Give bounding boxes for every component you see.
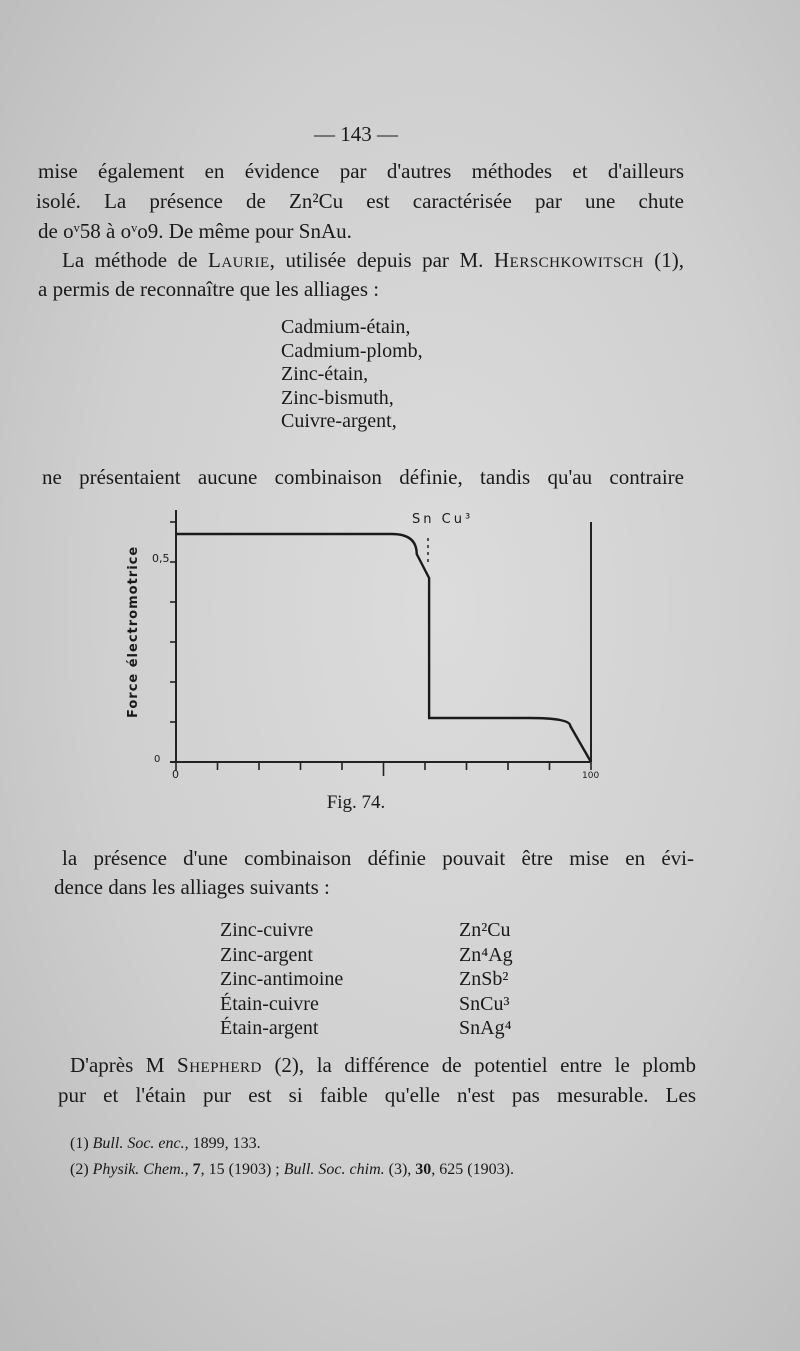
para1-line1: mise également en évidence par d'autres méthodes et d'ailleurs xyxy=(38,159,684,183)
para3: ne présentaient aucune combinaison définie, tandis qu'au contraire xyxy=(42,465,684,489)
para2-line2: a permis de reconnaître que les alliages : xyxy=(38,277,380,301)
formula: ZnSb² xyxy=(459,968,509,990)
alloy-name: Zinc-argent xyxy=(220,943,313,966)
para2-text-b: , utilisée depuis par M. xyxy=(269,248,494,272)
footnote-1-number: (1) xyxy=(70,1135,89,1152)
footnote-1 xyxy=(70,1134,261,1154)
formula: SnCu³ xyxy=(459,992,510,1015)
y-axis-label: Force électromotrice xyxy=(126,545,141,718)
alloy-names xyxy=(220,918,343,1041)
list-item: Cadmium-étain, xyxy=(281,316,411,338)
footnote-2-volume2: 30 xyxy=(415,1161,432,1178)
para2-text-c: (1), xyxy=(643,248,684,272)
x-end-label: 100 xyxy=(582,771,600,781)
alloy-name: Étain-cuivre xyxy=(220,992,319,1015)
footnote-2-journal2: Bull. Soc. chim. xyxy=(283,1161,385,1178)
para5-text-b: (2), la différence de potentiel entre le plomb xyxy=(261,1053,696,1077)
x-ticks xyxy=(176,762,591,776)
emf-chart xyxy=(110,500,630,800)
footnote-2 xyxy=(70,1160,514,1180)
list-item: Zinc-étain, xyxy=(281,363,369,385)
list-item: Cadmium-plomb, xyxy=(281,339,423,362)
figure-74 xyxy=(110,500,630,800)
footnote-1-journal: Bull. Soc. enc., xyxy=(92,1135,189,1152)
y-zero-label: 0 xyxy=(154,754,161,765)
page-number: — 143 — xyxy=(314,122,398,146)
label-sncu3: Sn Cu³ xyxy=(412,512,474,527)
footnote-1-ref: 1899, 133. xyxy=(188,1135,261,1152)
alloy-name: Étain-argent xyxy=(220,1017,319,1039)
para5-text-a: D'après M xyxy=(70,1053,178,1077)
footnote-2-journal: Physik. Chem., xyxy=(92,1161,189,1178)
author-shepherd: Shepherd xyxy=(177,1053,262,1077)
list-item: Zinc-bismuth, xyxy=(281,386,394,409)
list-item: Cuivre-argent, xyxy=(281,410,397,432)
footnote-2-number: (2) xyxy=(70,1161,89,1178)
para4-line2: dence dans les alliages suivants : xyxy=(54,875,330,899)
alloys-list xyxy=(281,316,423,434)
x-zero-label: 0 xyxy=(172,768,179,781)
y-tick-label-05: 0,5 xyxy=(152,552,170,565)
para5-line1 xyxy=(70,1052,696,1078)
emf-curve xyxy=(176,534,591,762)
para5-line2: pur et l'étain pur est si faible qu'elle n'est pas mesurable. Les xyxy=(58,1083,696,1107)
footnote-2-mid: , 15 (1903) ; xyxy=(200,1161,284,1178)
figure-caption: Fig. 74. xyxy=(326,792,386,813)
para1-line2: isolé. La présence de Zn²Cu est caractérisée par une chute xyxy=(36,189,684,213)
para2-line1 xyxy=(62,247,684,273)
formula: Zn²Cu xyxy=(459,919,511,941)
author-herschkowitsch: Herschkowitsch xyxy=(494,248,644,272)
para2-text-a: La méthode de xyxy=(62,248,208,272)
footnote-2-series: (3), xyxy=(384,1161,416,1178)
alloy-name: Zinc-cuivre xyxy=(220,919,314,941)
formula: Zn⁴Ag xyxy=(459,943,513,966)
compound-formulas xyxy=(459,918,513,1041)
footnote-2-end: , 625 (1903). xyxy=(431,1161,514,1178)
footnote-2-volume: 7 xyxy=(192,1161,201,1178)
para1-line3: de oᵛ58 à oᵛo9. De même pour SnAu. xyxy=(38,219,352,243)
formula: SnAg⁴ xyxy=(459,1017,512,1039)
alloy-name: Zinc-antimoine xyxy=(220,968,344,990)
para4-line1: la présence d'une combinaison définie pouvait être mise en évi- xyxy=(62,846,694,870)
author-laurie: Laurie xyxy=(208,248,270,272)
